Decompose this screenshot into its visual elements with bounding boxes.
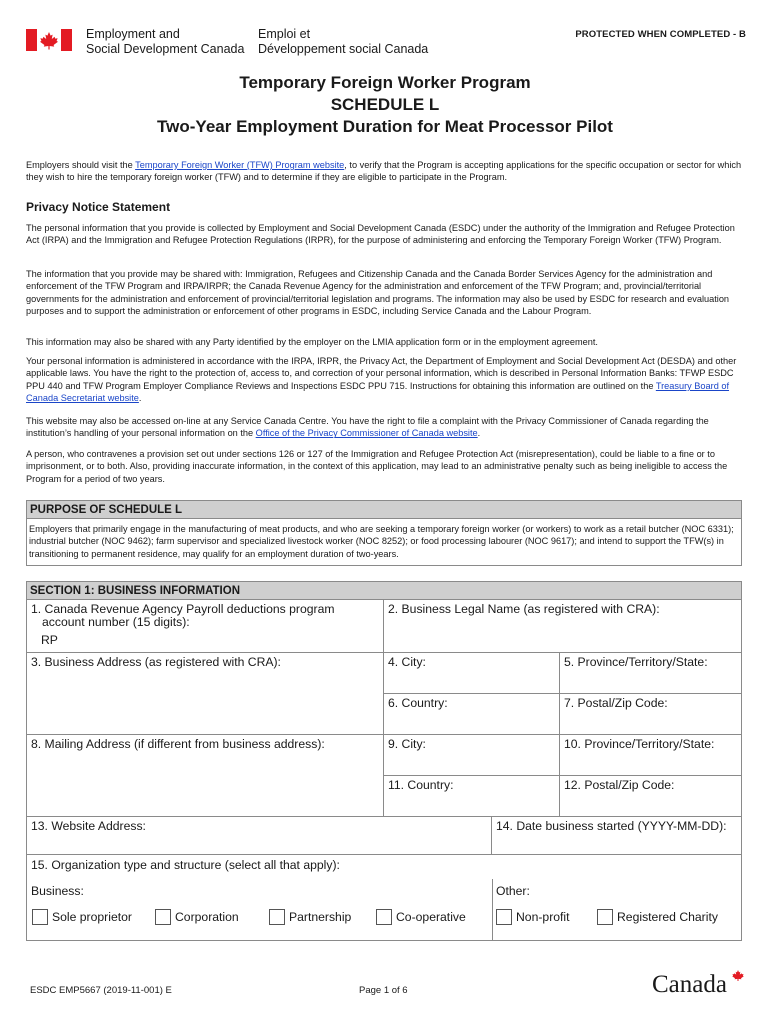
label-non-profit: Non-profit <box>516 910 570 924</box>
form-identifier: ESDC EMP5667 (2019-11-001) E <box>30 985 172 996</box>
label-corporation: Corporation <box>175 910 239 924</box>
label-co-operative: Co-operative <box>396 910 466 924</box>
business-other-divider <box>492 879 493 941</box>
privacy-p5-end: . <box>477 428 481 439</box>
protected-label: PROTECTED WHEN COMPLETED - B <box>575 29 746 40</box>
title-line-1: Temporary Foreign Worker Program <box>239 73 531 92</box>
department-name-french <box>258 27 428 57</box>
option-corporation[interactable] <box>155 909 239 925</box>
title-line-2: SCHEDULE L <box>330 95 440 114</box>
business-label: Business: <box>31 884 84 898</box>
label-partnership: Partnership <box>289 910 352 924</box>
field-12-label: 12. Postal/Zip Code: <box>564 778 675 792</box>
field-15-label: 15. Organization type and structure (select all that apply): <box>31 858 340 872</box>
field-9-label: 9. City: <box>388 737 426 751</box>
other-label: Other: <box>496 884 530 898</box>
dept-en-line1: Employment and <box>86 27 180 41</box>
rp-prefix: RP <box>41 633 58 647</box>
checkbox-partnership[interactable] <box>269 909 285 925</box>
field-11-label: 11. Country: <box>388 778 454 792</box>
field-10-label: 10. Province/Territory/State: <box>564 737 715 751</box>
intro-paragraph <box>26 159 742 184</box>
privacy-p4-text: Your personal information is administered in accordance with the IRPA, IRPR, the Privacy Act, the Department of Employment and Social Development Act (DESDA) and other applicable laws. You have the right to the protection of, access to, and correction of your personal information, which is described in Personal Information Banks: TFWP ESDC PPU 440 and TFW Program Employer Compliance Reviews and Inspections ESDC PPU 715. Instructions for obtaining this information are outlined on the <box>26 356 737 391</box>
section1-heading: SECTION 1: BUSINESS INFORMATION <box>27 582 741 600</box>
field-13-label: 13. Website Address: <box>31 819 146 833</box>
privacy-p5-text: This website may also be accessed on-line at any Service Canada Centre. You have the right to file a complaint with the Privacy Commissioner of Canada regarding the institution’s handling of your personal information on the <box>26 416 709 439</box>
checkbox-non-profit[interactable] <box>496 909 512 925</box>
department-name-english <box>86 27 244 57</box>
option-co-operative[interactable] <box>376 909 466 925</box>
field-10-province[interactable] <box>560 735 741 776</box>
field-1-cra-account-number[interactable] <box>27 600 384 653</box>
dept-en-line2: Social Development Canada <box>86 42 245 56</box>
field-14-date-business-started[interactable] <box>492 817 741 855</box>
field-6-country[interactable] <box>384 694 560 735</box>
field-4-city[interactable] <box>384 653 560 694</box>
privacy-paragraph-5 <box>26 415 742 440</box>
field-8-mailing-address[interactable] <box>27 735 384 817</box>
field-7-postal-code[interactable] <box>560 694 741 735</box>
purpose-section <box>26 500 742 566</box>
field-9-city[interactable] <box>384 735 560 776</box>
dept-fr-line2: Développement social Canada <box>258 42 429 56</box>
privacy-paragraph-2: The information that you provide may be shared with: Immigration, Refugees and Citizenship Canada and the Canada Border Services Agency for the administration and enforcement of the TFW Program and IRPA/IRPR; the Canada Revenue Agency for the administration and enforcement of the TFW Program; and, provincial/territorial governments for the administration and enforcement of provincial/territorial legislation and programs. The information may also be used by ESDC for research and evaluation purposes and to support the administration or enforcement of other programs in ESDC, including Service Canada and the Labour Program. <box>26 269 730 317</box>
page-header <box>26 26 746 60</box>
privacy-paragraph-4 <box>26 355 742 405</box>
page-number: Page 1 of 6 <box>359 985 408 996</box>
field-4-label: 4. City: <box>388 655 426 669</box>
wordmark-flag-icon <box>732 970 744 981</box>
privacy-commissioner-link[interactable]: Office of the Privacy Commissioner of Canada website <box>255 428 478 439</box>
field-13-website-address[interactable] <box>27 817 492 855</box>
checkbox-corporation[interactable] <box>155 909 171 925</box>
field-2-business-legal-name[interactable] <box>384 600 741 653</box>
treasury-board-link[interactable]: Treasury Board of Canada Secretariat website <box>26 380 730 404</box>
label-sole-proprietor: Sole proprietor <box>52 910 132 924</box>
dept-fr-line1: Emploi et <box>258 27 311 41</box>
checkbox-registered-charity[interactable] <box>597 909 613 925</box>
field-14-label: 14. Date business started (YYYY-MM-DD): <box>496 819 727 833</box>
privacy-p4-end: . <box>138 393 142 404</box>
privacy-paragraph-6: A person, who contravenes a provision set out under sections 126 or 127 of the Immigration and Refugee Protection Act (misrepresentation), could be liable to a fine or to imprisonment, or to both. Also, providing inaccurate information, in the context of this application, may lead to an administrative penalty such as being ineligible to access the Program for a period of two years. <box>26 449 728 484</box>
canada-wordmark-logo <box>652 968 744 996</box>
field-8-label: 8. Mailing Address (if different from business address): <box>31 737 325 751</box>
field-7-label: 7. Postal/Zip Code: <box>564 696 668 710</box>
title-line-3: Two-Year Employment Duration for Meat Processor Pilot <box>157 117 613 136</box>
privacy-paragraph-1: The personal information that you provide is collected by Employment and Social Development Canada (ESDC) under the authority of the Immigration and Refugee Protection Act (IRPA) and the Immigration and Refugee Protection Regulations (IRPR), for the purpose of administering and enforcing the Temporary Foreign Worker (TFW) Program. <box>26 223 735 246</box>
field-3-business-address[interactable] <box>27 653 384 735</box>
field-2-label: 2. Business Legal Name (as registered with CRA): <box>388 602 660 616</box>
option-registered-charity[interactable] <box>597 909 718 925</box>
checkbox-co-operative[interactable] <box>376 909 392 925</box>
checkbox-sole-proprietor[interactable] <box>32 909 48 925</box>
field-11-country[interactable] <box>384 776 560 817</box>
purpose-body: Employers that primarily engage in the manufacturing of meat products, and who are seeking a temporary foreign worker (or workers) to work as a retail butcher (NOC 6331); industrial butcher (NOC 9462); farm supervisor and specialized livestock worker (NOC 8252); or food processing labourer (NOC 9617); and intend to support the TFW(s) in transitioning to permanent residence, may qualify for an employment duration of two-years. <box>29 524 734 559</box>
privacy-notice-heading: Privacy Notice Statement <box>26 200 171 214</box>
field-5-province[interactable] <box>560 653 741 694</box>
intro-text-b: , to verify that the Program is accepting applications for the specific occupation or sector for which they wish to hire the temporary foreign worker (TFW) and to determine if they are eligible to participate in the Program. <box>26 160 742 183</box>
purpose-heading: PURPOSE OF SCHEDULE L <box>27 501 741 519</box>
field-1-label-a: 1. Canada Revenue Agency Payroll deductions program <box>31 602 335 616</box>
privacy-paragraph-3: This information may also be shared with any Party identified by the employer on the LMIA application form or in the employment agreement. <box>26 337 598 347</box>
option-sole-proprietor[interactable] <box>32 909 132 925</box>
field-1-label-b: account number (15 digits): <box>42 615 190 629</box>
option-non-profit[interactable] <box>496 909 570 925</box>
field-5-label: 5. Province/Territory/State: <box>564 655 708 669</box>
field-3-label: 3. Business Address (as registered with CRA): <box>31 655 281 669</box>
canada-wordmark-text: Canada <box>652 971 727 996</box>
canada-flag-icon <box>26 29 72 51</box>
tfw-program-website-link[interactable]: Temporary Foreign Worker (TFW) Program website <box>135 160 345 170</box>
field-12-postal-code[interactable] <box>560 776 741 817</box>
label-registered-charity: Registered Charity <box>617 910 718 924</box>
field-15-organization-type <box>27 855 741 941</box>
field-6-label: 6. Country: <box>388 696 448 710</box>
option-partnership[interactable] <box>269 909 351 925</box>
intro-text-a: Employers should visit the <box>26 160 136 170</box>
section1-business-information <box>26 581 742 941</box>
form-title <box>0 72 770 138</box>
